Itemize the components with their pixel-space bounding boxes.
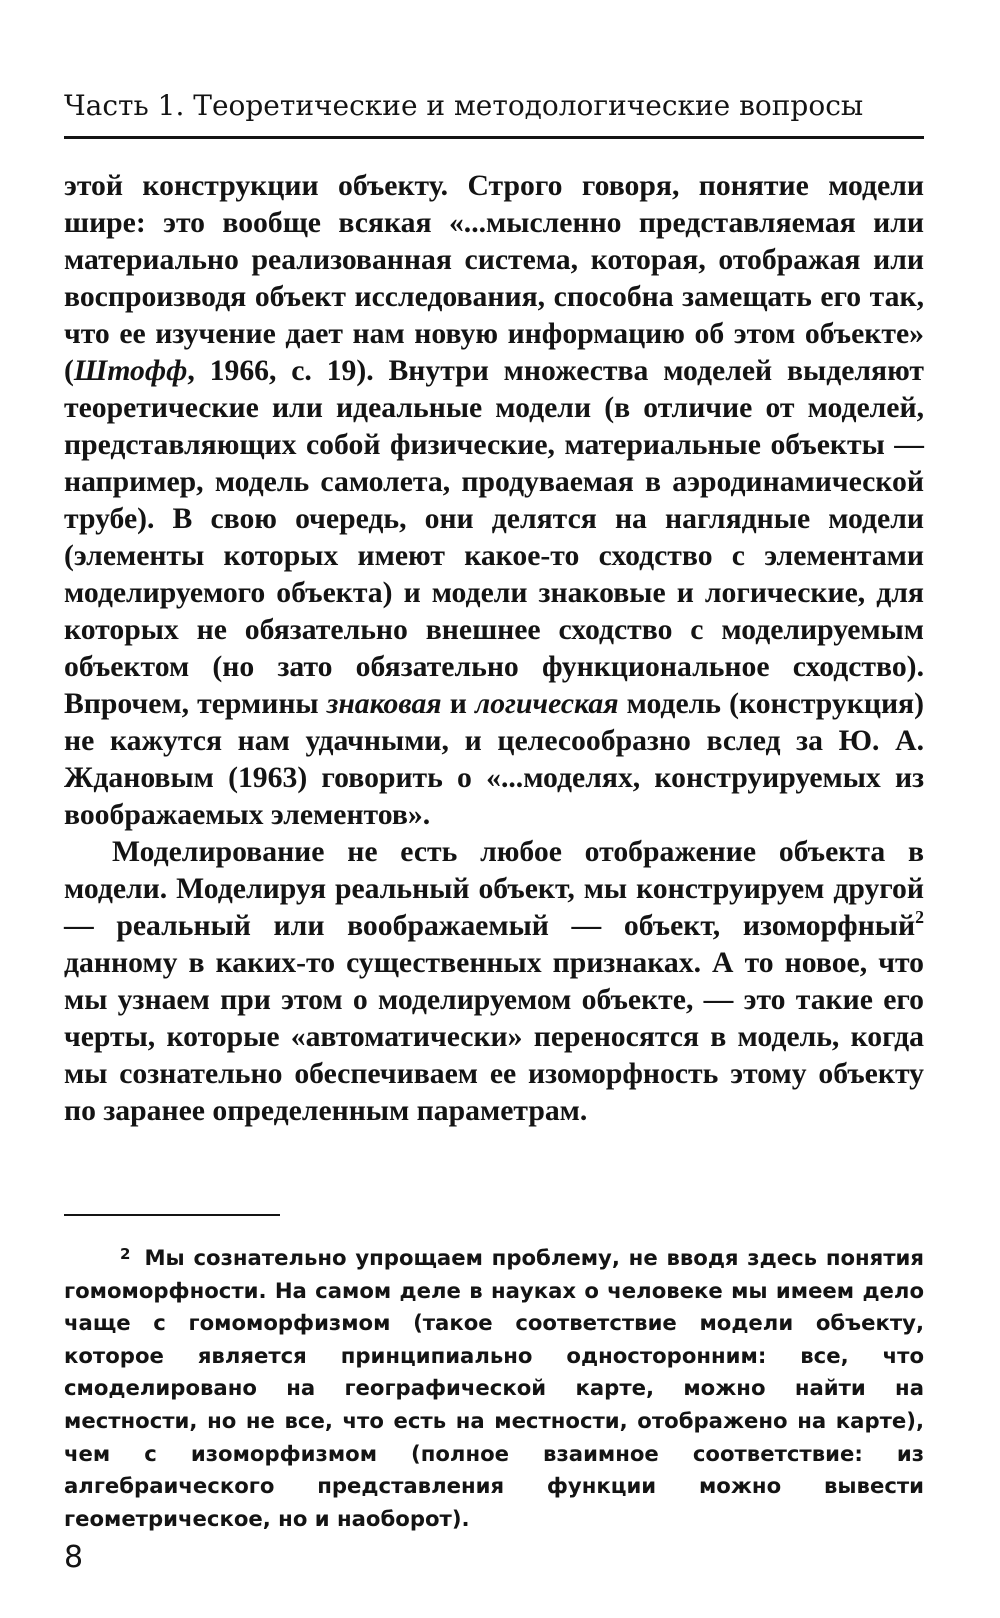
- paragraph-1-text-b: , 1966, с. 19). Внутри множества моделей выделяют теоретические или идеальные модели (в отличие от моделей, представляющих собой физические, материальные объекты — например, модель самолета, продуваемая в аэродинамической трубе). В свою очередь, они делятся на наглядные модели (элементы которых имеют какое-то сходство с элементами моделируемого объекта) и модели знаковые и логические, для которых не обязательно внешнее сходство с моделируемым объектом (но зато обязательно функциональное сходство). Впрочем, термины: [64, 355, 924, 720]
- footnote-rule: [64, 1214, 280, 1216]
- paragraph-1: [64, 168, 924, 834]
- footnote-text: Мы сознательно упрощаем проблему, не вводя здесь понятия гомоморфности. На самом деле в науках о человеке мы имеем дело чаще с гомоморфизмом (такое соответствие модели объекту, которое является принципиально односторонним: все, что смоделировано на географической карте, можно найти на местности, но не все, что есть на местности, отображено на карте), чем с изоморфизмом (полное взаимное соответствие: из алгебраического представления функции можно вывести геометрическое, но и наоборот).: [64, 1245, 924, 1531]
- term-logicheskaya: логическая: [474, 688, 619, 720]
- paragraph-2: [64, 834, 924, 1130]
- citation-author: Штофф: [73, 355, 188, 387]
- paragraph-1-text-c: и: [441, 688, 475, 720]
- footnote-marker: 2: [120, 1245, 131, 1263]
- paragraph-1-text-d: модель (конструкция) не кажутся нам удачными, и целесообразно вслед за Ю. А. Ждановым (1963) говорить о «...моделях, конструируемых из воображаемых элементов».: [64, 688, 924, 831]
- paragraph-2-text-b: данному в каких-то существенных признаках. А то новое, что мы узнаем при этом о моделируемом объекте, — это такие его черты, которые «автоматически» переносятся в модель, когда мы сознательно обеспечиваем ее изоморфность этому объекту по заранее определенным параметрам.: [64, 947, 924, 1127]
- footnote-reference[interactable]: 2: [915, 907, 924, 927]
- running-head: Часть 1. Теоретические и методологические вопросы: [64, 89, 864, 122]
- page-number: 8: [64, 1540, 84, 1575]
- term-znakovaya: знаковая: [326, 688, 442, 720]
- paragraph-1-text-a: этой конструкции объекту. Строго говоря, понятие модели шире: это вообще всякая «...мысленно представляемая или материально реализованная система, которая, отображая или воспроизводя объект исследования, способна замещать его так, что ее изучение дает нам новую информацию об этом объекте» (: [64, 170, 924, 387]
- main-text: [64, 168, 924, 1130]
- header-rule: [64, 136, 924, 139]
- paragraph-2-text-a: Моделирование не есть любое отображение объекта в модели. Моделируя реальный объект, мы конструируем другой — реальный или воображаемый — объект, изоморфный: [64, 836, 924, 942]
- footnote: [64, 1238, 924, 1535]
